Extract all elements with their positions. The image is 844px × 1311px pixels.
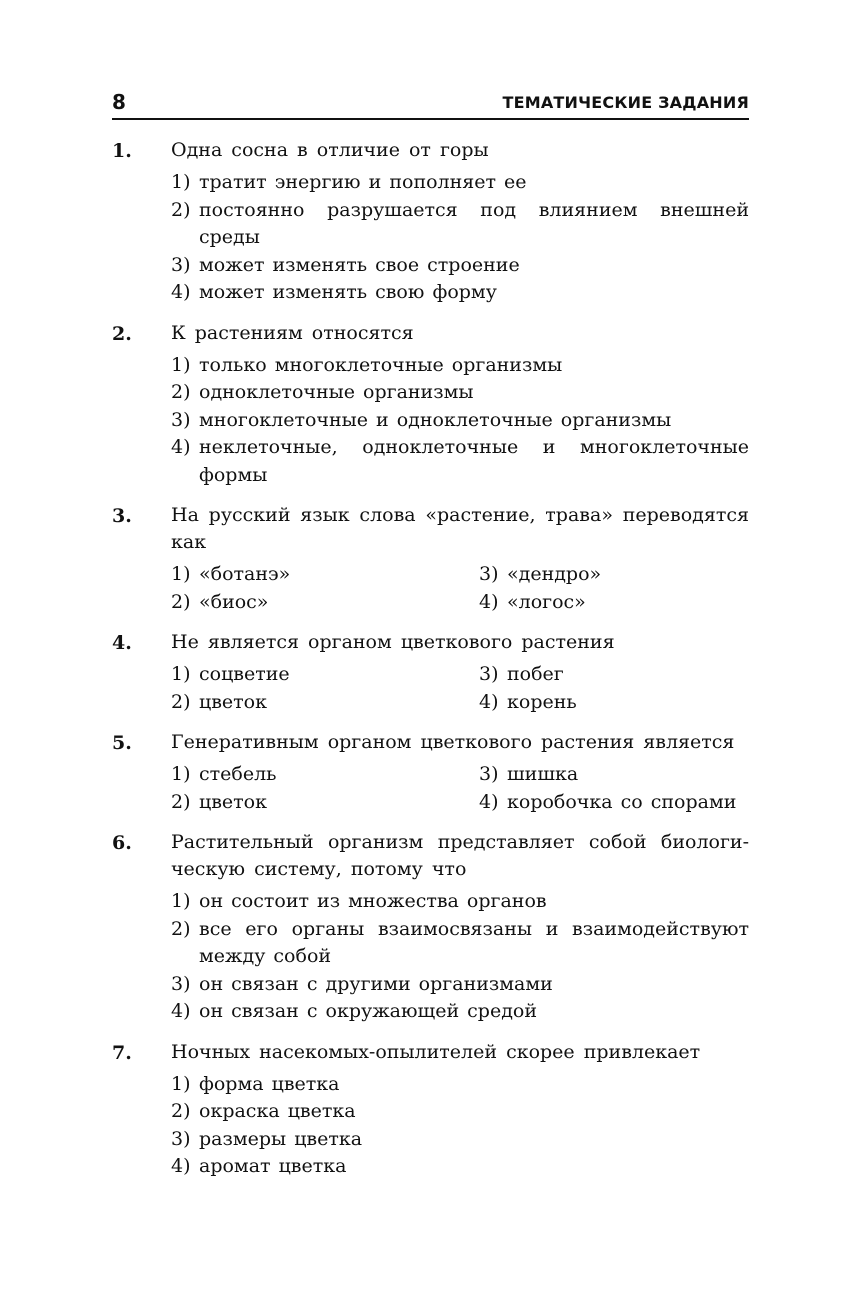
answer-option	[171, 279, 749, 307]
option-number: 3)	[479, 763, 499, 785]
option-number: 1)	[171, 171, 191, 193]
option-text: шишка	[507, 763, 579, 785]
option-number: 4)	[171, 1155, 191, 1177]
answer-option	[171, 761, 479, 789]
answer-option	[479, 689, 749, 717]
option-text: он состоит из множества органов	[199, 890, 547, 912]
answer-options	[171, 1071, 749, 1181]
question-text: На русский язык слова «растение, трава» переводятся как	[171, 504, 749, 553]
question-list	[112, 137, 749, 1194]
answer-option	[171, 434, 749, 489]
option-text: только многоклеточные организмы	[199, 353, 563, 376]
option-text: «логос»	[507, 590, 586, 613]
option-text: аромат цветка	[199, 1155, 347, 1177]
option-number: 1)	[171, 353, 191, 376]
answer-option	[171, 589, 479, 617]
option-number: 3)	[479, 563, 499, 585]
answer-option	[171, 888, 749, 916]
question-text: Растительный организм представляет собой биологическую систему, потому что	[171, 831, 749, 880]
option-text: окраска цветка	[199, 1100, 356, 1122]
question-text: Ночных насекомых-опылителей скорее привлекает	[171, 1040, 701, 1063]
option-number: 4)	[171, 436, 191, 458]
question-number: 5.	[112, 732, 132, 754]
question-text: Не является органом цветкового растения	[171, 631, 615, 653]
question-1	[112, 137, 749, 307]
answer-option	[171, 561, 479, 589]
answer-option	[171, 1098, 749, 1126]
answer-option	[171, 1153, 749, 1181]
question-6	[112, 829, 749, 1026]
option-text: форма цветка	[199, 1072, 340, 1095]
question-number: 4.	[112, 632, 132, 654]
option-text: «ботанэ»	[199, 563, 291, 585]
option-number: 4)	[479, 690, 499, 713]
option-text: корень	[507, 690, 577, 713]
option-number: 3)	[171, 1127, 191, 1150]
page-header	[112, 90, 749, 120]
answer-options	[171, 561, 749, 616]
answer-options	[171, 661, 749, 716]
option-text: «дендро»	[507, 563, 602, 585]
option-number: 2)	[171, 690, 191, 713]
option-text: стебель	[199, 763, 277, 785]
answer-options	[171, 352, 749, 490]
answer-option	[479, 589, 749, 617]
option-number: 4)	[171, 1000, 191, 1022]
answer-option	[479, 789, 749, 817]
answer-options	[171, 761, 749, 816]
question-number: 7.	[112, 1041, 132, 1064]
answer-options	[171, 888, 749, 1026]
option-number: 3)	[171, 253, 191, 276]
option-text: побег	[507, 663, 564, 685]
question-3	[112, 502, 749, 616]
answer-option	[479, 761, 749, 789]
question-number: 6.	[112, 832, 132, 854]
option-number: 1)	[171, 1072, 191, 1095]
option-text: «биос»	[199, 590, 269, 613]
option-number: 1)	[171, 563, 191, 585]
option-text: размеры цветка	[199, 1127, 363, 1150]
option-text: многоклеточные и одноклеточные организмы	[199, 408, 672, 431]
option-text: тратит энергию и пополняет ее	[199, 171, 527, 193]
option-number: 2)	[171, 1100, 191, 1122]
option-number: 1)	[171, 663, 191, 685]
option-text: соцветие	[199, 663, 290, 685]
option-text: он связан с окружающей средой	[199, 1000, 538, 1022]
option-text: постоянно разрушается под влиянием внешней среды	[199, 198, 749, 248]
answer-option	[171, 661, 479, 689]
option-text: одноклеточные организмы	[199, 381, 474, 403]
option-number: 3)	[479, 663, 499, 685]
question-text: Генеративным органом цветкового растения является	[171, 731, 735, 753]
option-number: 4)	[479, 590, 499, 613]
question-4	[112, 629, 749, 716]
option-text: цветок	[199, 790, 267, 813]
answer-option	[171, 379, 749, 407]
running-head: ТЕМАТИЧЕСКИЕ ЗАДАНИЯ	[502, 93, 749, 112]
option-text: цветок	[199, 690, 267, 713]
answer-option	[171, 689, 479, 717]
option-text: коробочка со спорами	[507, 790, 737, 813]
answer-option	[171, 1126, 749, 1154]
option-number: 4)	[479, 790, 499, 813]
question-number: 2.	[112, 322, 132, 345]
answer-option	[479, 661, 749, 689]
option-number: 1)	[171, 763, 191, 785]
option-number: 2)	[171, 198, 191, 221]
answer-option	[171, 998, 749, 1026]
option-number: 1)	[171, 890, 191, 912]
answer-option	[171, 971, 749, 999]
answer-option	[171, 789, 479, 817]
answer-options	[171, 169, 749, 307]
option-number: 3)	[171, 408, 191, 431]
option-number: 2)	[171, 917, 191, 940]
answer-option	[171, 407, 749, 435]
answer-option	[171, 1071, 749, 1099]
question-text: Одна сосна в отличие от горы	[171, 139, 489, 161]
question-text: К растениям относятся	[171, 321, 414, 344]
answer-option	[171, 916, 749, 971]
option-text: все его органы взаимосвязаны и взаимодействуют между собой	[199, 917, 749, 967]
option-number: 2)	[171, 790, 191, 813]
question-number: 1.	[112, 140, 132, 162]
answer-option	[171, 252, 749, 280]
option-number: 4)	[171, 281, 191, 303]
question-5	[112, 729, 749, 816]
option-number: 3)	[171, 972, 191, 995]
question-number: 3.	[112, 505, 132, 527]
answer-option	[171, 197, 749, 252]
option-text: он связан с другими организмами	[199, 972, 553, 995]
answer-option	[171, 169, 749, 197]
option-text: может изменять свою форму	[199, 281, 497, 303]
option-number: 2)	[171, 381, 191, 403]
option-text: неклеточные, одноклеточные и многоклеточные формы	[199, 436, 749, 486]
answer-option	[479, 561, 749, 589]
option-text: может изменять свое строение	[199, 253, 520, 276]
answer-option	[171, 352, 749, 380]
page-number: 8	[112, 90, 126, 114]
option-number: 2)	[171, 590, 191, 613]
question-7	[112, 1039, 749, 1181]
question-2	[112, 320, 749, 490]
